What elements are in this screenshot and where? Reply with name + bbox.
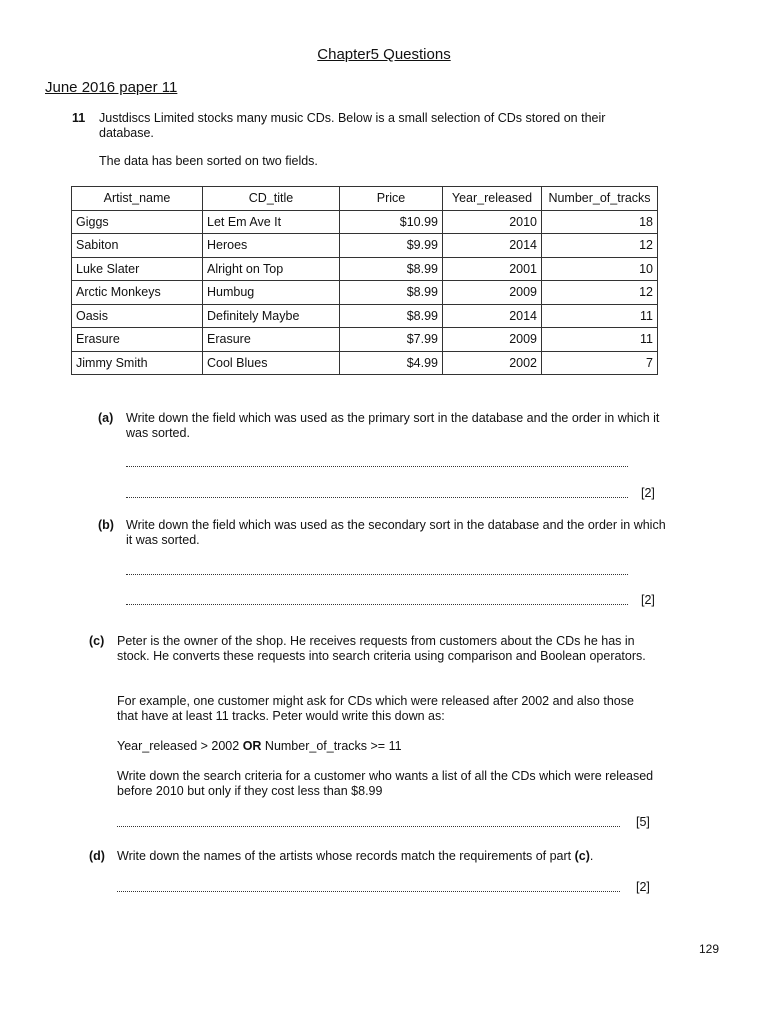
part-d-mark: [2] xyxy=(636,880,650,894)
part-d-text-end: . xyxy=(589,849,594,863)
cell-artist-name: Luke Slater xyxy=(72,257,203,281)
answer-line[interactable] xyxy=(126,574,628,575)
cell-number-of-tracks: 18 xyxy=(542,210,658,234)
cell-year-released: 2014 xyxy=(443,234,542,258)
cell-cd-title: Definitely Maybe xyxy=(203,304,340,328)
question-intro: Justdiscs Limited stocks many music CDs. Below is a small selection of CDs stored on their database. xyxy=(99,111,606,140)
cell-cd-title: Erasure xyxy=(203,328,340,352)
example-operator: OR xyxy=(242,739,262,753)
part-d-text xyxy=(117,849,657,864)
cell-artist-name: Giggs xyxy=(72,210,203,234)
cell-price: $9.99 xyxy=(340,234,443,258)
answer-line[interactable] xyxy=(126,497,628,498)
part-b-label: (b) xyxy=(98,518,114,532)
cell-year-released: 2001 xyxy=(443,257,542,281)
table-header-row xyxy=(72,187,658,211)
part-c-label: (c) xyxy=(89,634,105,648)
table-row xyxy=(72,281,658,305)
cell-year-released: 2002 xyxy=(443,351,542,375)
paper-title: June 2016 paper 11 xyxy=(45,79,178,96)
page-number: 129 xyxy=(699,942,720,956)
part-d-ref: (c) xyxy=(574,849,590,863)
cell-artist-name: Oasis xyxy=(72,304,203,328)
part-c-example-criteria xyxy=(117,739,402,754)
cell-number-of-tracks: 12 xyxy=(542,234,658,258)
table-row xyxy=(72,210,658,234)
table-row xyxy=(72,234,658,258)
table-row xyxy=(72,351,658,375)
cd-table xyxy=(71,186,658,375)
part-d-text-main: Write down the names of the artists whose records match the requirements of part xyxy=(117,849,575,863)
cell-artist-name: Erasure xyxy=(72,328,203,352)
header-number-of-tracks: Number_of_tracks xyxy=(542,187,658,211)
part-a-mark: [2] xyxy=(641,486,655,500)
chapter-title: Chapter5 Questions xyxy=(317,46,451,63)
part-c-text-intro: Peter is the owner of the shop. He receives requests from customers about the CDs he has in stock. He converts these requests into search criteria using comparison and Boolean operators. xyxy=(117,634,646,663)
header-artist-name: Artist_name xyxy=(72,187,203,211)
example-left: Year_released > 2002 xyxy=(117,739,243,753)
cell-cd-title: Humbug xyxy=(203,281,340,305)
cell-cd-title: Heroes xyxy=(203,234,340,258)
cell-artist-name: Jimmy Smith xyxy=(72,351,203,375)
answer-line[interactable] xyxy=(126,604,628,605)
cell-cd-title: Cool Blues xyxy=(203,351,340,375)
cell-number-of-tracks: 10 xyxy=(542,257,658,281)
sorted-note: The data has been sorted on two fields. xyxy=(99,154,318,168)
header-year-released: Year_released xyxy=(443,187,542,211)
part-a-label: (a) xyxy=(98,411,114,425)
cell-price: $7.99 xyxy=(340,328,443,352)
part-c-text-task: Write down the search criteria for a customer who wants a list of all the CDs which were released before 2010 but only if they cost less than $8.99 xyxy=(117,769,654,798)
answer-line[interactable] xyxy=(117,826,620,827)
cell-artist-name: Sabiton xyxy=(72,234,203,258)
cell-number-of-tracks: 12 xyxy=(542,281,658,305)
cell-number-of-tracks: 11 xyxy=(542,328,658,352)
cell-year-released: 2009 xyxy=(443,281,542,305)
part-b-mark: [2] xyxy=(641,593,655,607)
cell-price: $8.99 xyxy=(340,257,443,281)
cell-price: $4.99 xyxy=(340,351,443,375)
cell-year-released: 2010 xyxy=(443,210,542,234)
part-d-label: (d) xyxy=(89,849,105,863)
cell-price: $10.99 xyxy=(340,210,443,234)
cell-cd-title: Let Em Ave It xyxy=(203,210,340,234)
table-row xyxy=(72,328,658,352)
cell-price: $8.99 xyxy=(340,304,443,328)
answer-line[interactable] xyxy=(126,466,628,467)
answer-line[interactable] xyxy=(117,891,620,892)
question-number: 11 xyxy=(72,111,86,125)
cell-artist-name: Arctic Monkeys xyxy=(72,281,203,305)
table-row xyxy=(72,304,658,328)
table-row xyxy=(72,257,658,281)
part-c-text-example-intro: For example, one customer might ask for CDs which were released after 2002 and also those that have at least 11 tracks. Peter would write this down as: xyxy=(117,694,634,723)
header-cd-title: CD_title xyxy=(203,187,340,211)
part-c-mark: [5] xyxy=(636,815,650,829)
example-right: Number_of_tracks >= 11 xyxy=(261,739,402,753)
header-price: Price xyxy=(340,187,443,211)
cell-price: $8.99 xyxy=(340,281,443,305)
cell-cd-title: Alright on Top xyxy=(203,257,340,281)
cell-year-released: 2009 xyxy=(443,328,542,352)
cell-number-of-tracks: 11 xyxy=(542,304,658,328)
part-a-text: Write down the field which was used as the primary sort in the database and the order in which it was sorted. xyxy=(126,411,660,440)
cell-number-of-tracks: 7 xyxy=(542,351,658,375)
part-b-text: Write down the field which was used as the secondary sort in the database and the order in which it was sorted. xyxy=(126,518,666,547)
cell-year-released: 2014 xyxy=(443,304,542,328)
